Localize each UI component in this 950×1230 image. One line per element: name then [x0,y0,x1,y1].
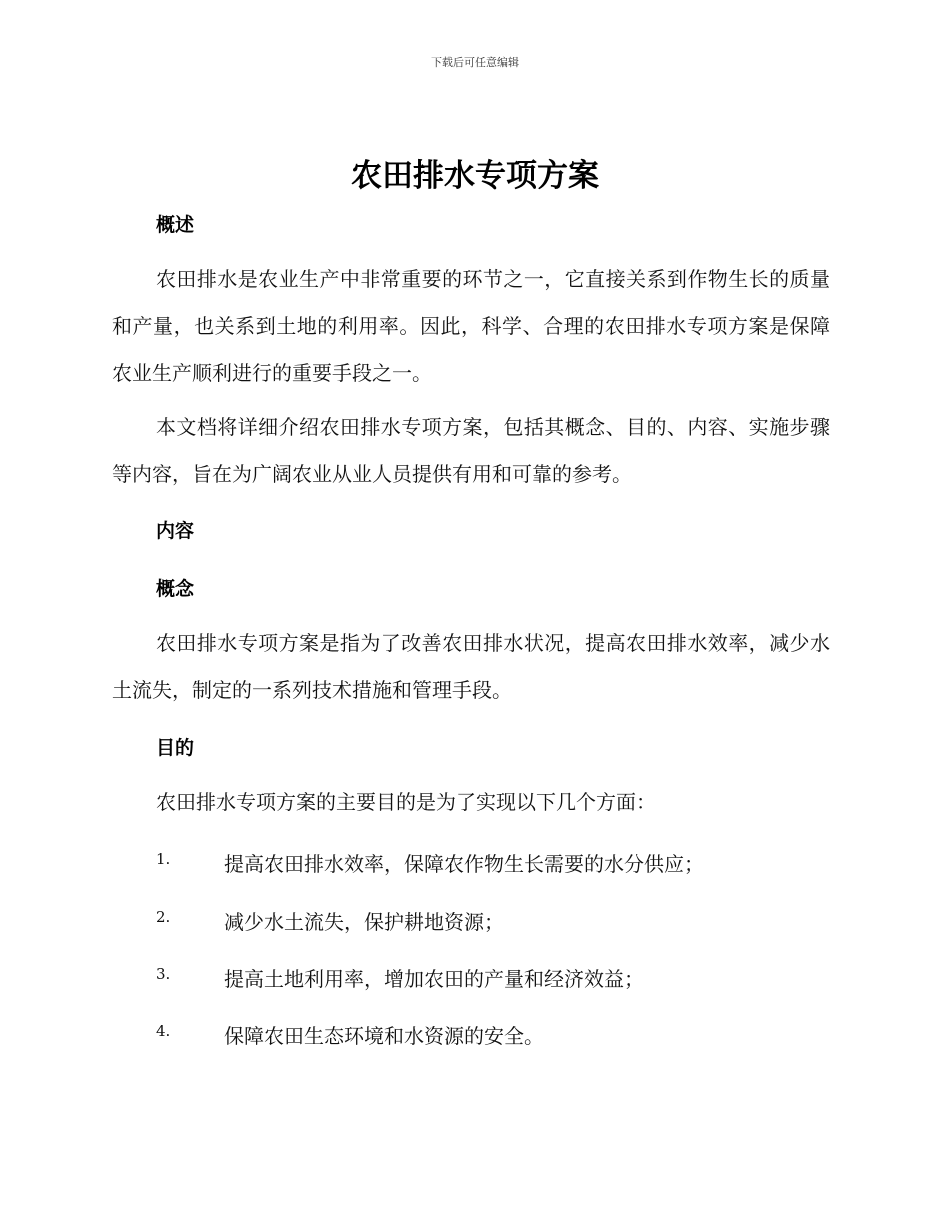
list-text: 提高农田排水效率，保障农作物生长需要的水分供应； [224,852,704,876]
list-number: 2. [156,908,171,926]
paragraph-overview-1: 农田排水是农业生产中非常重要的环节之一，它直接关系到作物生长的质量和产量，也关系到土地的利用率。因此，科学、合理的农田排水专项方案是保障农业生产顺利进行的重要手段之一。 [112,267,830,385]
list-number: 1. [156,850,171,868]
paragraph-overview-2: 本文档将详细介绍农田排水专项方案，包括其概念、目的、内容、实施步骤等内容，旨在为广阔农业从业人员提供有用和可靠的参考。 [112,415,830,486]
document-title: 农田排水专项方案 [351,158,599,194]
paragraph-concept: 农田排水专项方案是指为了改善农田排水状况，提高农田排水效率，减少水土流失，制定的一系列技术措施和管理手段。 [112,631,830,702]
heading-purpose: 目的 [156,737,195,759]
paragraph-purpose-intro: 农田排水专项方案的主要目的是为了实现以下几个方面： [156,790,656,814]
list-text: 提高土地利用率，增加农田的产量和经济效益； [224,967,644,991]
heading-overview: 概述 [156,214,195,236]
page-header-note: 下载后可任意编辑 [431,56,519,69]
list-number: 3. [156,965,171,983]
list-number: 4. [156,1022,171,1040]
list-text: 保障农田生态环境和水资源的安全。 [224,1024,544,1048]
heading-content: 内容 [156,520,195,542]
list-text: 减少水土流失，保护耕地资源； [224,910,504,934]
heading-concept: 概念 [156,578,195,600]
